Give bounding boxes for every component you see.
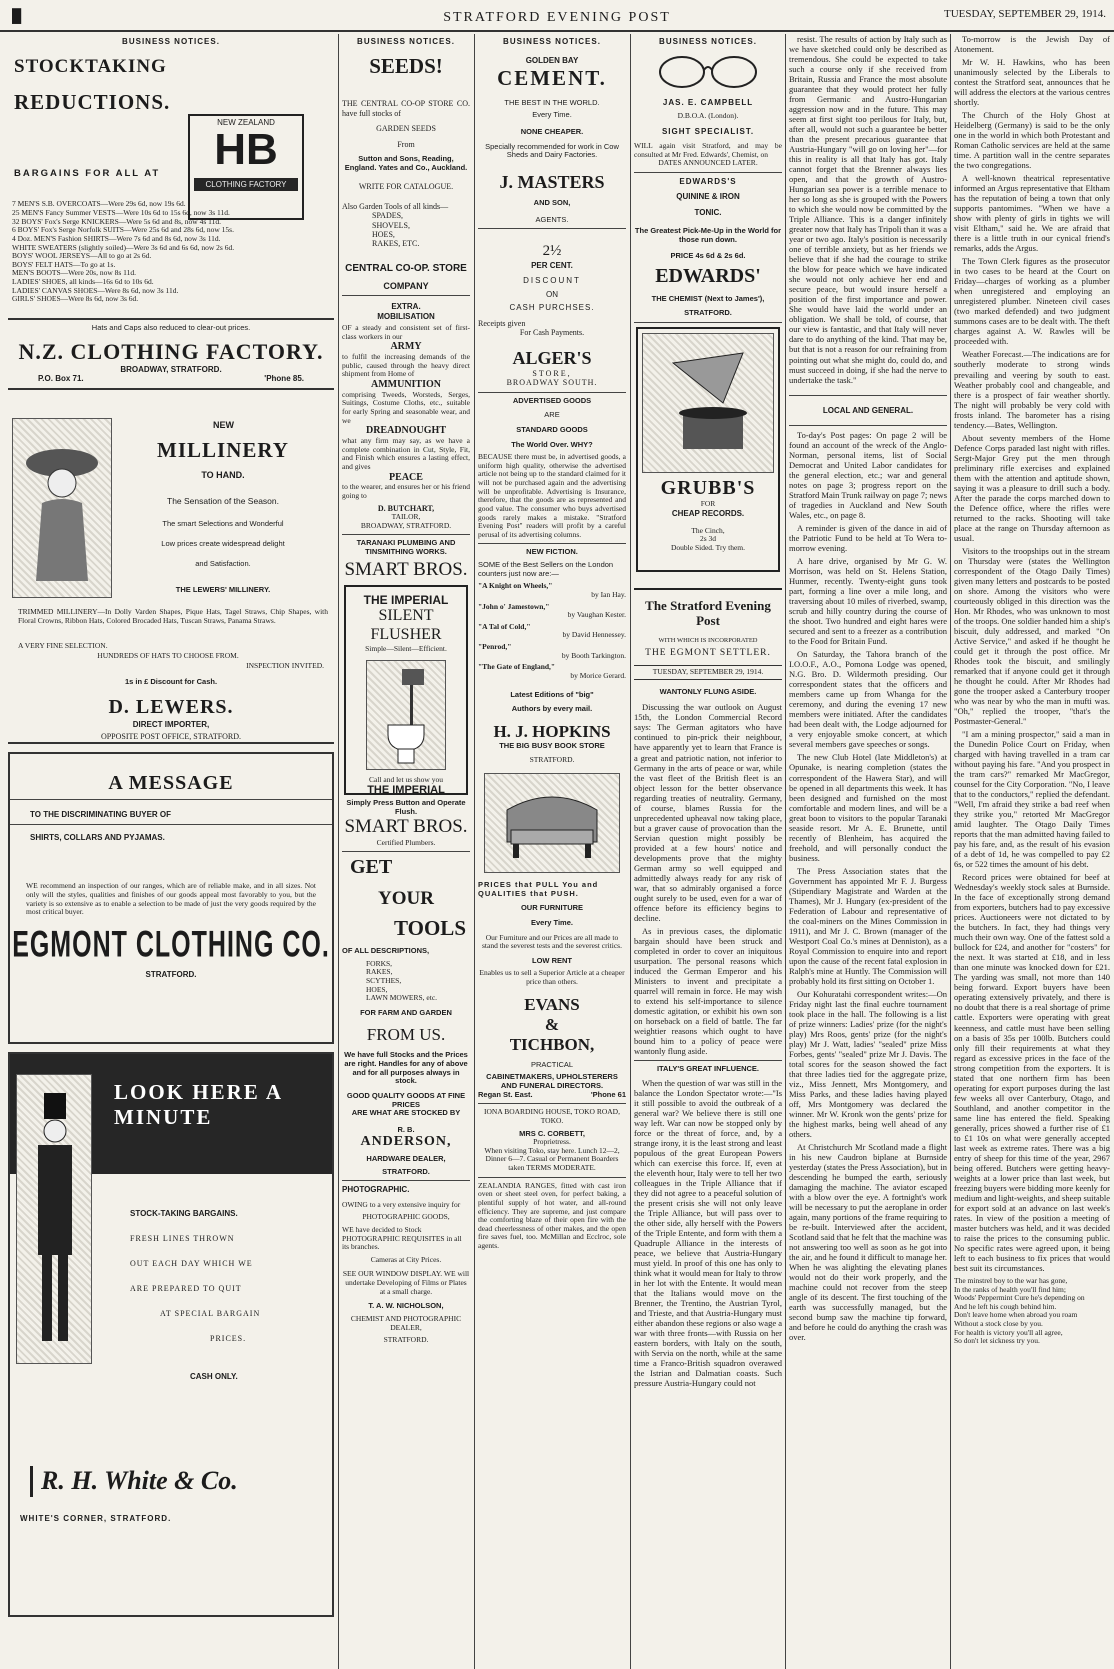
article-body <box>634 702 782 1056</box>
section-header: BUSINESS NOTICES. <box>503 37 601 46</box>
ad-line: HUNDREDS OF HATS TO CHOOSE FROM. <box>97 650 239 660</box>
paper-nameplate: The Stratford Evening Post <box>645 597 771 629</box>
ad-line: SIGHT SPECIALIST. <box>661 126 755 136</box>
gramophone-icon <box>653 343 763 463</box>
book-item <box>478 603 626 620</box>
ad-company: EDWARDS' <box>655 265 761 287</box>
tool-item: RAKES, <box>366 967 393 977</box>
book-item <box>478 663 626 680</box>
ad-line: TO THE DISCRIMINATING BUYER OF <box>30 810 172 820</box>
stocktaking-ad <box>8 50 334 320</box>
ad-line: AT SPECIAL BARGAIN <box>160 1308 261 1318</box>
ad-address: WHITE'S CORNER, STRATFORD. <box>20 1513 172 1523</box>
ad-line: DREADNOUGHT <box>365 425 446 437</box>
ad-line: 2½ <box>542 243 562 260</box>
section-header: BUSINESS NOTICES. <box>357 37 455 46</box>
ad-line: OUT EACH DAY WHICH WE <box>130 1258 253 1268</box>
ad-address: STRATFORD. <box>529 755 575 765</box>
book-title: "The Gate of England," <box>478 662 556 672</box>
price-list-item: 32 BOYS' Fox's Serge KNICKERS—Were 5s 6d and 8s, now 4s 11d. <box>12 216 221 226</box>
tool-list <box>366 960 470 1003</box>
article-paragraph: To-day's Post pages: On page 2 will be found an account of the wreck of the Anglo-Norman, personal items, list of Social Democrat and United Labor candidates for the general election, etc.; war and general notes on page 3; progress report on the Stratford Main Trunk railway on page 7; news of tragedies in Auckland and New South Wales, etc., on page 8. <box>789 429 947 521</box>
ad-company: D. LEWERS. <box>108 695 234 718</box>
ad-company: SMART BROS. <box>344 816 468 838</box>
ad-headline: STOCKTAKING <box>14 56 167 78</box>
ad-headline: TARANAKI PLUMBING AND TINSMITHING WORKS. <box>356 538 456 556</box>
logo-text: HB <box>214 124 278 174</box>
article-paragraph: The Church of the Holy Ghost at Heidelberg (Germany) is said to be the only one in the world in which both Protestant and Roman Catholic services are held at the same time. A partition wall in the centre separates the two congregations. <box>954 110 1110 171</box>
armchair-illustration <box>484 773 620 873</box>
ad-line: Low prices create widespread delight <box>161 538 285 548</box>
article-paragraph: Our Kohuratahi correspondent writes:—On Friday night last the final euchre tournament took place in the hall. The following is a list of prize winners: Ladies' prize (for the night's play) Mrs Roos, gents' prize (for the night's play) Mr J. Watt, ladies' "sealed" prize Miss Forbes, gents' "sealed" prize Mr J. Davis. The total scores for the season showed the fact that three ladies tied for the aggregate prize, viz., Miss Jennett, Mrs Montgomery, and Miss Parks, and these ladies having played off, Mrs Montgomery was declared the winner. Mr W. Kronk won the gents' prize for the highest marks, being well ahead of any others. <box>789 988 947 1140</box>
column-2 <box>342 34 470 1669</box>
ad-headline: NEW FICTION. <box>526 547 578 557</box>
woman-in-hat-illustration <box>12 418 112 598</box>
verse-line: For health is victory you'll all agree, <box>954 1327 1063 1337</box>
ad-company: & <box>544 1014 560 1034</box>
ad-headline: PRICES that PULL You and QUALITIES that PUSH. <box>478 880 599 898</box>
ad-headline: FROM US. <box>366 1025 446 1045</box>
ad-headline: MOBILISATION <box>377 311 435 321</box>
phone-number: 'Phone 61 <box>590 1089 626 1099</box>
ad-line: Simple—Silent—Efficient. <box>365 643 447 653</box>
cistern-icon <box>376 665 436 765</box>
ad-address: STRATFORD. <box>383 1335 429 1345</box>
ad-headline: ADVERTISED GOODS <box>512 395 592 405</box>
ad-address: BROADWAY SOUTH. <box>506 378 598 388</box>
ad-line: and Satisfaction. <box>195 558 251 568</box>
book-author: by Ian Hay. <box>591 589 626 599</box>
tool-item: FORKS, <box>366 958 393 968</box>
article-paragraph: The Town Clerk figures as the prosecutor in two cases to be heard at the Court on Friday—charges of working as a plumber when unregistered and employing an unregistered plumber. Nineteen civil cases (two marked defended) and two judgment summons cases are to be dealt with. The theft charges against A. W. Rawles will be proceeded with. <box>954 256 1110 347</box>
tool-item: SHOVELS, <box>372 220 411 230</box>
ad-address: Regan St. East. <box>478 1089 533 1099</box>
ad-body: Enables us to sell a Superior Article at a cheaper price than others. <box>479 968 625 987</box>
section-header: BUSINESS NOTICES. <box>122 37 220 46</box>
ad-line: Every Time. <box>531 917 573 927</box>
ad-line: LOW RENT <box>532 955 572 965</box>
ad-line: GARDEN SEEDS <box>376 124 436 134</box>
price-list-item: LADIES' SHOES, all kinds—16s 6d to 10s 6d. <box>12 277 154 287</box>
ad-body: The Greatest Pick-Me-Up in the World for those run down. <box>634 226 782 244</box>
ad-company: JAS. E. CAMPBELL <box>662 98 754 108</box>
ad-line: FOR <box>700 499 716 509</box>
po-box: P.O. Box 71. <box>38 374 84 384</box>
book-item <box>478 643 626 660</box>
ad-line: DATES ANNOUNCED LATER. <box>658 158 758 168</box>
book-item <box>478 623 626 640</box>
article-body <box>789 34 947 385</box>
price-list-item: 4 Doz. MEN'S Fashion SHIRTS—Were 7s 6d and 8s 6d, now 3s 11d. <box>12 233 221 243</box>
ad-line: ARE WHAT ARE STOCKED BY <box>351 1108 461 1118</box>
ad-headline: QUININE & IRON <box>676 192 740 202</box>
price-list <box>12 200 332 304</box>
ad-line: Proprietress. <box>533 1137 571 1147</box>
ad-line: THE CHEMIST (Next to James'), <box>651 293 765 303</box>
ad-line: A VERY FINE SELECTION. <box>18 640 108 650</box>
column-rule <box>474 34 475 1669</box>
tool-item: SPADES, <box>372 211 404 221</box>
ad-body: OF a steady and consistent set of first-class workers in our <box>342 323 470 341</box>
ad-headline: YOUR <box>378 887 434 909</box>
ad-headline: PHOTOGRAPHIC. <box>342 1185 410 1195</box>
ad-body: BECAUSE there must be, in advertised goods, a uniform high quality, otherwise the advertised article not being up to the standard claimed for it will not be purchased again and the advertising will be unprofitable. Advertising is Insurance, therefore, that the goods are as represented and good value. The consumer who buys advertised goods rarely makes a mistake. "Stratford Evening Post" readers will profit by a careful perusal of its advertising columns. <box>478 452 626 539</box>
ad-headline: TONIC. <box>694 207 722 217</box>
column-1 <box>8 34 334 1669</box>
hat-lady-icon <box>22 433 102 583</box>
book-list <box>478 582 626 680</box>
ad-body: ZEALANDIA RANGES, fitted with cast iron oven or sheet steel oven, for perfect baking, a plentiful supply of hot water, and all-round efficiency. They are supreme, and just compare the comforting blaze of their open fire with the dead cheerlessness of other makes, and the open fire saves fuel, too. McMillan and Ecclroc, sole agents. <box>478 1180 626 1251</box>
column-4 <box>634 34 782 1669</box>
ad-line: GOLDEN BAY <box>525 56 579 66</box>
ad-line: OUR FURNITURE <box>520 903 584 913</box>
ad-company: GRUBB'S <box>660 476 756 499</box>
article-paragraph: About seventy members of the Home Defence Corps paraded last night with rifles. Sergt-Major Grey put the men through preliminary rifle exercises and explained them with the attention and aptitude shown, saying it was a pleasure to drill such a body. After the parade the corps marched down to the Defence office, where the rifles were returned to the racks. Shooting will take place at the range on Thursday afternoon as usual. <box>954 432 1110 543</box>
ad-line: PRICE 4s 6d & 2s 6d. <box>670 251 746 261</box>
ad-company: ALGER'S <box>512 347 592 368</box>
ad-subhead: BARGAINS FOR ALL AT <box>14 168 161 180</box>
ad-headline: A MESSAGE <box>108 771 234 794</box>
ad-company: J. MASTERS <box>499 171 605 192</box>
look-here-ad <box>8 1052 334 1617</box>
column-rule <box>785 34 786 1669</box>
article-paragraph: A well-known theatrical representative informed an Argus representative that Eltham has the reputation of being a town that only supports pantomimes. "When we have a show with plenty of girls in tights we will visit Eltham," said he. We are afraid that there is a little truth in our cynical friend's remarks, adds the Argus. <box>954 173 1110 254</box>
imperial-flusher-ad <box>344 585 468 795</box>
ad-line: CHEAP RECORDS. <box>671 509 745 519</box>
price-list-item: 7 MEN'S S.B. OVERCOATS—Were 29s 6d, now 19s 6d. <box>12 199 186 209</box>
logo-text: NEW ZEALAND <box>217 118 275 128</box>
spectacles-icon <box>648 52 768 92</box>
tool-list <box>372 211 470 249</box>
ad-company: EVANS <box>524 994 580 1014</box>
price-list-item: 6 BOYS' Fox's Serge Norfolk SUITS—Were 25s 6d and 28s 6d, now 15s. <box>12 225 234 235</box>
issue-date: TUESDAY, SEPTEMBER 29, 1914. <box>944 8 1106 20</box>
verse-line: And he left his cough behind him. <box>954 1301 1057 1311</box>
verse-line: So don't let sickness try you. <box>954 1336 1040 1346</box>
ad-body: SEE OUR WINDOW DISPLAY. WE will undertake Developing of Films or Plates at a small charge. <box>342 1269 470 1296</box>
column-rule <box>630 34 631 1669</box>
masthead-mark: █ <box>12 8 22 23</box>
ad-line: Authors by every mail. <box>511 704 593 714</box>
ad-line: STANDARD GOODS <box>516 424 588 434</box>
ad-company: H. J. HOPKINS <box>493 721 611 741</box>
ad-address: STRATFORD. <box>145 970 197 980</box>
column-rule <box>950 34 951 1669</box>
ad-line: D.B.O.A. (London). <box>677 110 739 120</box>
ad-line: Latest Editions of "big" <box>510 689 594 699</box>
verse-line: Woods' Peppermint Cure he's depending on <box>954 1293 1085 1303</box>
ad-line: THE LEWERS' MILLINERY. <box>175 584 271 594</box>
ad-body: WE recommend an inspection of our ranges, which are of reliable make, and in all sizes. Not only will the styles, qualities and finishes of our goods appeal most favorably to you, but the variety is so extensive as to enable a selection to be made of just the very goods required by the most critical buyer. <box>26 881 316 917</box>
ad-line: The Cinch, <box>691 525 725 535</box>
nameplate-line: WITH WHICH IS INCORPORATED <box>658 636 758 644</box>
ad-line: Sutton and Sons, Reading, England. Yates and Co., Auckland. <box>344 153 468 172</box>
ad-line: AND SON, <box>533 198 571 207</box>
ad-company: ANDERSON, <box>360 1134 452 1150</box>
ad-line: THE IMPERIAL <box>363 593 449 608</box>
ad-company: EGMONT CLOTHING CO. <box>12 923 330 966</box>
column-3 <box>478 34 626 1669</box>
ad-line: For Cash Payments. <box>519 328 585 338</box>
ad-headline: SEEDS! <box>369 54 443 79</box>
ad-line: Certified Plumbers. <box>376 837 436 847</box>
ad-line: TO HAND. <box>201 469 245 480</box>
ad-line: ARE PREPARED TO QUIT <box>130 1283 242 1293</box>
article-paragraph: A hare drive, organised by Mr G. W. Morrison, was held on St. Helens Station, Hunmer, recently. Twenty-eight guns took part, forming a line over a mile long, and traversing about 10 miles of riverbed, swamp, scrub and hilly country during the course of the shoot. Two hundred and eight hares were secured and sent to a freezer as a contribution to the Food for Britain Fund. <box>789 556 947 647</box>
book-author: by Morice Gerard. <box>570 670 626 680</box>
tool-item: HOES, <box>372 229 395 239</box>
ad-line: SHIRTS, COLLARS AND PYJAMAS. <box>30 832 165 842</box>
price-list-item: BOYS' FELT HATS—To go at 1s. <box>12 259 116 269</box>
article-paragraph: Mr W. H. Hawkins, who has been unanimously selected by the Liberals to contest the Stratford seat, announces that he will address the electors at the various centres shortly. <box>954 57 1110 108</box>
ad-headline: GET <box>350 856 393 879</box>
nameplate-line: THE EGMONT SETTLER. <box>645 647 771 658</box>
book-title: "Penrod," <box>478 642 512 652</box>
ad-line: WRITE FOR CATALOGUE. <box>358 182 454 192</box>
ad-address: OPPOSITE POST OFFICE, STRATFORD. <box>100 731 242 741</box>
ad-body: WILL again visit Stratford, and may be consulted at Mr Fred. Edwards', Chemist, on <box>634 140 782 159</box>
article-paragraph: The Press Association states that the Government has appointed Mr F. J. Burgess (Stipendiary Magistrate and Warden at the Thames), Mr J. Hungary (ex-president of the Federation of Labour and representative of the coal-miners on the Mines Commission in 1911), and Mr J. C. Brown (manager of the Westport Coal Co.'s mines at Denniston), as a Royal Commission to enquire into and report upon the cause of the recent fatal explosion in Ralph's mine at Huntly. The Commission will probably hold its first sitting on October 1. <box>789 865 947 986</box>
tool-item: LAWN MOWERS, etc. <box>366 993 438 1003</box>
price-list-item: LADIES' CANVAS SHOES—Were 8s 6d, now 3s 11d. <box>12 285 179 295</box>
price-list-item: 25 MEN'S Fancy Summer VESTS—Were 10s 6d to 15s 6d, now 3s 11d. <box>12 208 230 218</box>
ad-line: STOCK-TAKING BARGAINS. <box>130 1208 238 1218</box>
ad-body: WE have decided to Stock PHOTOGRAPHIC REQUISITES in all its branches. <box>342 1224 462 1252</box>
book-title: "A Tal of Cold," <box>478 621 531 631</box>
ad-line: CHEMIST AND PHOTOGRAPHIC DEALER, <box>350 1313 462 1332</box>
ad-line: The Sensation of the Season. <box>167 495 279 506</box>
ad-line: NONE CHEAPER. <box>520 126 584 136</box>
ad-body: THE CENTRAL CO-OP STORE CO. have full stocks of <box>342 99 470 118</box>
ad-line: NEW <box>213 419 234 430</box>
ad-body: We have full Stocks and the Prices are right. Handles for any of above and for all purposes always in stock. <box>344 1050 468 1086</box>
book-title: "John o' Jamestown," <box>478 601 550 611</box>
ad-line: CASH PURCHSES. <box>509 303 595 313</box>
ad-company: D. BUTCHART, <box>377 503 435 513</box>
ad-line: AGENTS. <box>535 214 569 224</box>
tool-item: HOES, <box>366 984 388 994</box>
article-paragraph: To-morrow is the Jewish Day of Atonement. <box>954 34 1110 55</box>
nameplate-date: TUESDAY, SEPTEMBER 29, 1914. <box>634 665 782 680</box>
ad-line: Also Garden Tools of all kinds— <box>342 201 449 211</box>
ad-line: THE BIG BUSY BOOK STORE <box>499 740 605 750</box>
top-hat-man-icon <box>24 1089 84 1349</box>
ad-line: Double Sided. Try them. <box>671 542 745 552</box>
article-paragraph: The new Club Hotel (late Middleton's) at Opunake, is nearing completion (states the correspondent of the Hawera Star), and will be opened in all departments this week. It has been designed and furnished on the most comfortable and modern lines, and will be a great boon to visitors to the popular Taranaki seaside resort. Mr A. E. Brunette, until recently of Blenheim, has acquired the freehold, and will personally conduct the business. <box>789 752 947 863</box>
article-paragraph: As in previous cases, the diplomatic bargain should have been struck and completed in order to cover an iniquitous usurpation. The personal reasons which induced the German Emperor and his Ministers to invent and precipitate a quarrel will remain in force. He may wish to extend his self-importance to silence domestic agitation, or exhibit his own son on horseback on a field of battle. The far weightier reasons which ought to have bound him to a policy of peace were wantonly flung aside. <box>634 925 782 1056</box>
ad-address: STRATFORD. <box>684 308 732 318</box>
ad-company: MRS C. CORBETT, <box>519 1128 585 1138</box>
price-list-item: BOYS' WOOL JERSEYS—All to go at 2s 6d. <box>12 251 152 261</box>
ad-body: comprising Tweeds, Worsteds, Serges, Suitings, Costume Cloths, etc., suitable for early Spring and seasonable wear, and we <box>342 389 470 425</box>
ad-line: PEACE <box>389 471 423 483</box>
ad-line: CABINETMAKERS, UPHOLSTERERS AND FUNERAL DIRECTORS. <box>486 1072 618 1091</box>
ad-headline: EXTRA. <box>391 302 421 312</box>
column-rule <box>338 34 339 1669</box>
ad-line: Cameras at City Prices. <box>370 1254 442 1264</box>
ad-line: ON <box>546 289 558 299</box>
ad-line: R. B. <box>397 1124 415 1134</box>
ad-headline: IONA BOARDING HOUSE, TOKO ROAD, TOKO. <box>484 1107 620 1125</box>
masthead <box>0 0 1114 32</box>
ad-line: AMMUNITION <box>371 379 441 391</box>
book-item <box>478 582 626 599</box>
verse-line: Without a stock close by you. <box>954 1319 1043 1329</box>
article-headline: WANTONLY FLUNG ASIDE. <box>659 686 757 696</box>
ad-headline: EDWARDS'S <box>679 176 737 186</box>
article-headline: ITALY'S GREAT INFLUENCE. <box>656 1063 760 1073</box>
ad-headline: LOOK HERE A MINUTE <box>114 1079 282 1129</box>
ad-body: When visiting Toko, stay here. Lunch 12—2, Dinner 6—7. Casual or Permanent Boarders taken TERMS MODERATE. <box>484 1145 620 1173</box>
ad-line: From <box>397 139 415 149</box>
book-author: by David Hennessey. <box>562 630 626 640</box>
ad-company: COMPANY <box>383 280 429 291</box>
ad-body: SOME of the Best Sellers on the London counters just now are:— <box>478 560 614 578</box>
ad-line: GOOD QUALITY GOODS AT FINE PRICES <box>346 1090 466 1109</box>
hats-ad <box>8 320 334 389</box>
ad-address: BROADWAY, STRATFORD. <box>360 520 452 530</box>
ad-headline: MILLINERY <box>157 437 289 462</box>
ad-company: SMART BROS. <box>344 558 468 580</box>
book-author: by Booth Tarkington. <box>561 650 626 660</box>
ad-address: STRATFORD. <box>382 1166 430 1176</box>
ad-line: FOR FARM AND GARDEN <box>360 1007 452 1017</box>
tool-item: SCYTHES, <box>366 975 402 985</box>
ad-line: HARDWARE DEALER, <box>366 1154 446 1163</box>
ad-company: N.Z. CLOTHING FACTORY. <box>18 339 324 365</box>
price-list-item: WHITE SWEATERS (slightly soiled)—Were 3s 6d and 6s 6d, now 2s 6d. <box>12 242 235 252</box>
gramophone-illustration <box>642 333 774 473</box>
man-pointing-illustration <box>16 1074 92 1364</box>
ad-line: ARE <box>544 410 560 420</box>
ad-body: what any firm may say, as we have a complete combination in Cut, Style, Fit, and Finish which ensures a lasting effect, and gives <box>342 436 470 471</box>
ad-line: THE IMPERIAL <box>367 784 445 797</box>
article-paragraph: When the question of war was still in the balance the London Spectator wrote:—"Is it still possible to avoid the outbreak of a general war? We believe there is still one way left. War can now be stopped only by force or the threat of force, and, by a strange irony, it is the least strong and least populous of the great European Powers which can exercise this force. If, even at the eleventh hour, Italy were to tell her two colleagues in the Triple Alliance that if they did not agree to a peaceful solution of the present crisis she will not only leave the Triple Alliance, but will pass over to the other side, ally herself with the Powers of the Triple Entente, and form with them a Quadruple Alliance in the interests of peace, we believe that Austria-Hungary must yield. In proof of this one has only to think what it would mean for Italy to throw in her lot with the Entente. It would mean that the Italians would move on the Brenner, the Trentino, the Austrian Tyrol, and Trieste, and that Austria-Hungary must either abandon these regions or also wage a war with three fronts—with Russia on her eastern borders, with Italy on the south, with Servia on the north, while at the same time a Franco-British squadron overawed the Istrian and Dalmatian coasts. Such pressure Austria-Hungary could not <box>634 1077 782 1389</box>
toilet-illustration <box>366 660 446 770</box>
column-5 <box>789 34 947 1669</box>
spectacles-illustration <box>642 50 774 94</box>
ad-body: TRIMMED MILLINERY—In Dolly Varden Shapes, Pique Hats, Tagel Straws, Chip Shapes, with Floral Crowns, Ribbon Hats, Colored Brocaded Hats, Tuscan Straws, Panama Straws. <box>18 606 328 625</box>
verse <box>954 1277 1110 1346</box>
ad-line: Hats and Caps also reduced to clear-out prices. <box>91 323 251 333</box>
article-paragraph: On Saturday, the Tahora branch of the I.O.O.F., A.O., Pomona Lodge was opened, N.G. Bro. D. Wildermoth presiding. Our correspondent states that the officers and members came up from Whanga for the ceremony, and during the evening 17 new members were initiated. After the candidates had been dealt with, the Lodge adjourned for a very enjoyable smoke concert, at which several members gave speeches or songs. <box>789 649 947 750</box>
ad-body: to the wearer, and ensures her or his friend going to <box>342 482 470 501</box>
verse-line: Don't leave home when abroad you roam <box>954 1310 1078 1320</box>
ad-line: Receipts given <box>478 318 526 328</box>
ad-line: PRICES. <box>210 1333 247 1343</box>
ad-line: ARMY <box>390 341 422 353</box>
ad-line: DISCOUNT <box>523 276 581 286</box>
ad-headline: REDUCTIONS. <box>14 90 171 115</box>
column-6 <box>954 34 1110 1669</box>
ad-line: OF ALL DESCRIPTIONS, <box>342 946 430 956</box>
verse-line: The minstrel boy to the war has gone, <box>954 1275 1068 1285</box>
ad-headline: CEMENT. <box>497 65 607 90</box>
ad-line: FRESH LINES THROWN <box>130 1233 235 1243</box>
millinery-ad <box>8 390 334 744</box>
ad-company: TICHBON, <box>509 1034 595 1054</box>
ad-line: The smart Selections and Wonderful <box>162 518 284 528</box>
book-title: "A Knight on Wheels," <box>478 581 553 591</box>
sofa-icon <box>497 780 607 866</box>
article-paragraph: At Christchurch Mr Scotland made a flight in his new Caudron biplane at Burnside yesterday (states the Press Association), but in descending he bumped the earth, seriously damaging the machine. The aviator escaped with a blow over the eye. A fortnight's work will be necessary to put the aeroplane in order again, many portions of the frame requiring to be re-built. Interviewed after the accident, Scotland said that he felt that the machine was not answering too well as soon as he got into the air, and he found it difficult to manage her. When he was alighting the elevating planes would not do their work properly, and the machine could not recover from the steep angle of its descent. The first touching of the earth was successfully managed, but the second bump saw the machine tip forward, and before he could do anything the crash was over. <box>789 1142 947 1343</box>
ad-body: to fulfil the increasing demands of the public, caused through the heavy direct shipment from Home of <box>342 352 470 379</box>
phone-number: 'Phone 85. <box>264 374 304 384</box>
price-list-item: GIRLS' SHOES—Were 8s 6d, now 3s 6d. <box>12 294 139 304</box>
ad-company: T. A. W. NICHOLSON, <box>368 1301 444 1311</box>
article-paragraph: "I am a mining prospector," said a man in the Dunedin Police Court on Friday, when charged with having travelled in a tram car without paying his fare. "And you prospect in the tram cars?" remarked Mr MacGregor, counsel for the City Corporation. "No, I leave that to the conductors," replied the defendant. "Well, I'm afraid they strike a bad reef when they strike you," retorted Mr MacGregor amid laughter. The Otago Daily Times reports that the man admitted having failed to pay his fare, and, as the result of his evasion of a debt of 1d, he was compelled to pay £2 6s, or 522 times the amount of his debt. <box>954 729 1110 870</box>
ad-line: SILENT FLUSHER <box>370 607 442 644</box>
ad-line: TAILOR, <box>391 512 421 522</box>
ad-address: BROADWAY, STRATFORD. <box>120 365 222 375</box>
ad-body: Specially recommended for work in Cow Sheds and Dairy Factories. <box>485 141 619 160</box>
price-list-item: MEN'S BOOTS—Were 20s, now 8s 11d. <box>12 268 137 278</box>
article-paragraph: Record prices were obtained for beef at Wednesday's weekly stock sales at Burnside. In the face of exceptionally strong demand from exporters, butchers had to pay excessive prices. Auctioneers were not dictated to by the butchers. In fact, they had things very much their own way. One of the fattest sold a bullock for £24, and another for "costers" for the next. It was started at £18, and in less than one minute was knocked down for £21. The yarding was small, not more than 140 being forward. Export buyers have been operating extensively privately, and there is no doubt that there is a real shortage of prime cattle. Exporters were operating with great keenness, and cattle must have been selling on a basis of 35s per 100lb. Butchers could only fill their requirements at what they regard as excessive prices in the face of the strong competition from the exporters. It is stated that one northern firm has been operating for export purposes during the last few weeks all over Canterbury, Otago, and Southland, and another competitor in the same line has entered the field. Speaking generally, prices showed a further rise of £1 to £1 10s on what were generally accepted last week as extreme rates. There was a big entry of sheep for this time of the year, 2967 being offered. Butchers were getting heavy-weights at a lower price than last week, but freezing buyers were bidding more keenly for medium and light-weights, and sheep suitable for export sold at an advance on last week's rates. In view of the position a meeting of master butchers was held, and it was decided to raise the prices to the consuming public. No specific rates were agreed upon, it being left to each business to fix prices that would best suit its circumstances. <box>954 872 1110 1273</box>
ad-line: PER CENT. <box>531 260 573 270</box>
tool-item: RAKES, ETC. <box>372 239 420 249</box>
ad-line: The World Over. WHY? <box>511 439 593 449</box>
article-paragraph: A reminder is given of the dance in aid of the Patriotic Fund to be held at To Wera to-morrow evening. <box>789 523 947 554</box>
grubbs-records-ad <box>636 327 780 572</box>
ad-company: R. H. White & Co. <box>30 1466 238 1497</box>
article-paragraph: Visitors to the troopships out in the stream on Thursday were (states the Wellington correspondent of the Otago Daily Times) given many letters and postcards to be posted on shore. Among the visitors who were courteously obliged in this direction was the Hon. Mr Rhodes, who was unknown to most of the troops. One soldier handed him a ship's biscuit, duly addressed, and marked "On Active Service," and asked if he thought he could get it through the post office. Mr Rhodes took the biscuit, and smilingly remarked that if anyone could get it through he thought he could. After Mr Rhodes had gone the trooper asked a Canterbury trooper who was near by who the man in mufti was. "Oh," replied the trooper, "that's the Postmaster-General." <box>954 545 1110 727</box>
ad-company: CENTRAL CO-OP. STORE <box>345 262 467 274</box>
ad-line: Call and let us show you <box>369 774 443 784</box>
article-headline: LOCAL AND GENERAL. <box>822 405 914 415</box>
article-body <box>789 430 947 1342</box>
ad-line: THE BEST IN THE WORLD. <box>504 97 600 107</box>
ad-line: Every Time. <box>532 110 572 120</box>
section-header: BUSINESS NOTICES. <box>659 37 757 46</box>
ad-line: PHOTOGRAPHIC GOODS, <box>362 1212 450 1222</box>
ad-headline: TOOLS <box>394 916 466 941</box>
ad-body: Our Furniture and our Prices are all made to stand the severest tests and the severest critics. <box>482 932 622 951</box>
article-body <box>954 34 1110 1273</box>
ad-line: 2s 3d <box>699 534 717 544</box>
ad-line: DIRECT IMPORTER, <box>132 719 210 729</box>
book-author: by Vaughan Kester. <box>567 610 626 620</box>
ad-line: 1s in £ Discount for Cash. <box>124 676 218 686</box>
ad-line: INSPECTION INVITED. <box>246 660 324 670</box>
ad-line: Simply Press Button and Operate Flush. <box>346 798 466 816</box>
ad-body: OWING to a very extensive inquiry for <box>342 1199 461 1209</box>
newspaper-title: STRATFORD EVENING POST <box>443 10 671 25</box>
article-paragraph: resist. The results of action by Italy such as we have sketched could only be described as tremendous. She could be expected to take such a course only if she received from Britain, Russia and France the most absolute guarantee that they would protect her fully from Germanic and Austro-Hungarian aggression now and in the future. This may seem at first sight too perilous for Italy, but, after all, would not such a guarantee be better than the present precarious guarantee that Austria-Hungary "will go on loving her"—for this in reality is all that Italy has got. Italy cannot forget that the Brenner always lies open, and that the growth of Austro-Hungarian sea power is a terrible menace to her so long as she is grouped with the Powers to which she would now be committed by the Triple Alliance. This is a danger infinitely greater now that Italy has Tripoli than it was a year or two ago. Italy's position is necessarily one of terrible anxiety, but as her friends we believe that if she had the courage to strike the blow for peace which we have indicated she would not only achieve her end and secure peace, but would insure herself a position of the first importance and power. She would have laid the world under an obligation. We shall be told, of course, that our view is fantastic, and that Italy will never dare to do anything of the kind. That may be, but that is not a reason for our refraining from pointing out what she might do, could do, and must succeed in doing, if she had the nerve to undertake the task." <box>789 34 947 385</box>
ad-line: PRACTICAL <box>530 1059 574 1069</box>
ad-line: STORE, <box>532 368 572 378</box>
logo-text: CLOTHING FACTORY <box>194 178 298 191</box>
article-paragraph: Weather Forecast.—The indications are for southerly moderate to strong winds prevailing and veering by south to east. Weather probably cool and changeable, and there is a prospect of fair weather shortly. The night will probably be very cold with frosts inland. The barometer has a rising tendency.—Bates, Wellington. <box>954 349 1110 430</box>
message-ad <box>8 752 334 1044</box>
article-paragraph: Discussing the war outlook on August 15th, the London Commercial Record says: The German agitators who have continued to pin-prick their neighbour, have apparently yet to learn that France is a great and patriotic nation, not inferior to Germany in the arts of peace or war, while the vast fleet of the British fleet is an object lesson for the better observance regarding treaties of neutrality. Germany, of course, blames Russia for the unprecedented upheaval now taking place, but a graver cause of provocation than the Servian question might possibly be provided at a few hours' notice and developments prove that the mighty German army so well equipped and admittedly always ready for any risk of war, that so admirably organised a force ought surely to be used, even for a war of offence before its efficiency begins to decline. <box>634 702 782 923</box>
verse-line: In the ranks of health you'll find him; <box>954 1284 1066 1294</box>
ad-line: CASH ONLY. <box>190 1371 238 1381</box>
